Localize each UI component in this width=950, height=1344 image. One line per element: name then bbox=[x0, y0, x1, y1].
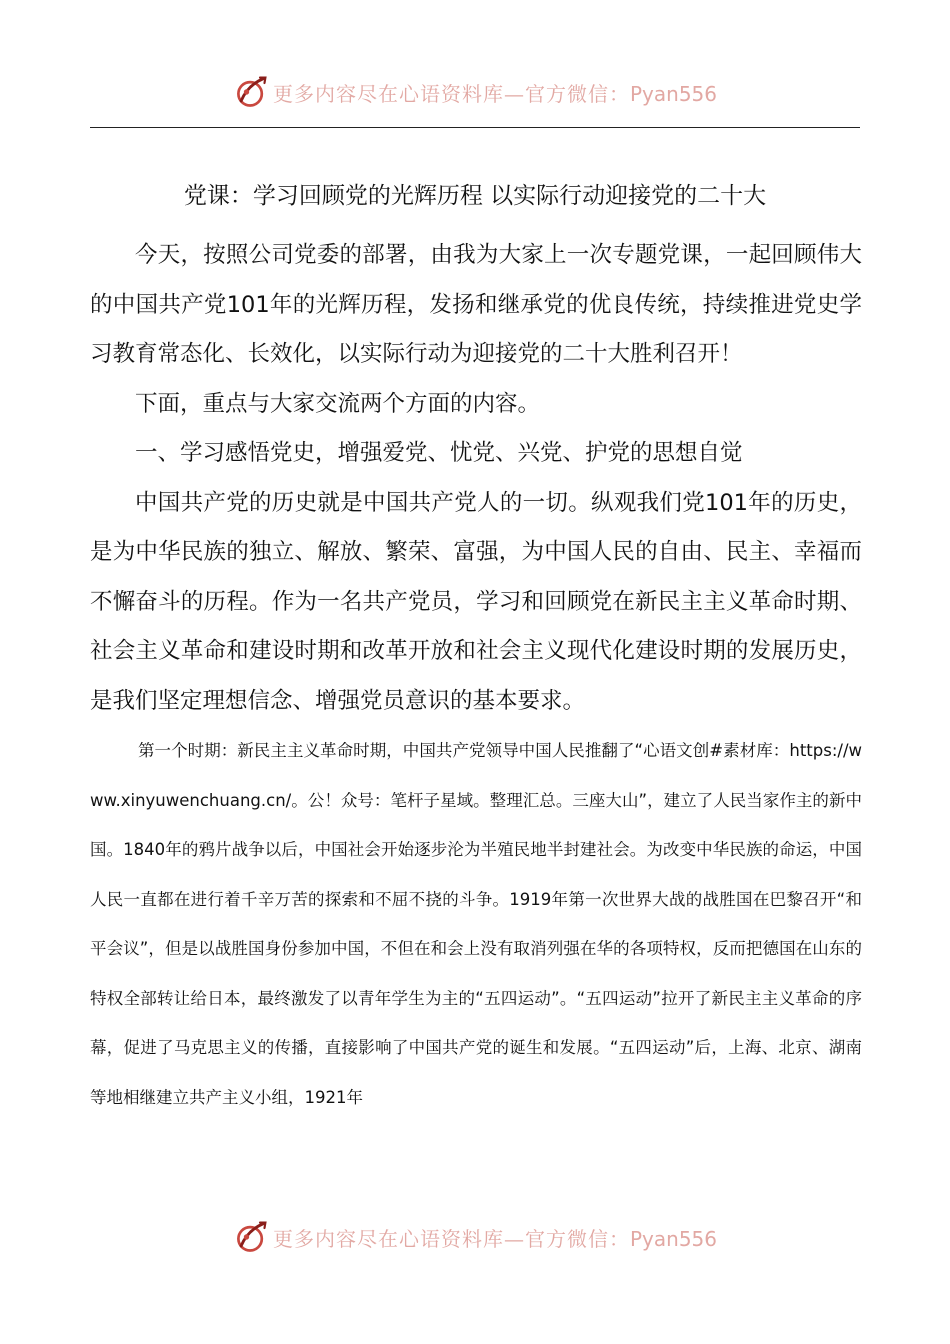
xinyu-logo-icon bbox=[233, 1219, 269, 1255]
watermark-label: 更多内容尽在心语资料库—官方微信： bbox=[272, 1226, 630, 1251]
watermark-footer bbox=[0, 1212, 950, 1262]
watermark-brand: Pyan556 bbox=[629, 1226, 717, 1251]
watermark-text bbox=[273, 1223, 717, 1252]
watermark-brand: Pyan556 bbox=[629, 81, 717, 106]
document-body bbox=[90, 231, 862, 1122]
watermark-header bbox=[0, 67, 950, 117]
paragraph-history: 中国共产党的历史就是中国共产党人的一切。纵观我们党101年的历史，是为中华民族的独立、解放、繁荣、富强，为中国人民的自由、民主、幸福而不懈奋斗的历程。作为一名共产党员，学习和回顾党在新民主主义革命时期、社会主义革命和建设时期和改革开放和社会主义现代化建设时期的发展历史，是我们坚定理想信念、增强党员意识的基本要求。 bbox=[90, 489, 862, 714]
paragraph-overview: 下面，重点与大家交流两个方面的内容。 bbox=[135, 390, 541, 417]
paragraph-period-1: 第一个时期：新民主主义革命时期，中国共产党领导中国人民推翻了“心语文创#素材库：https://www.xinyuwenchuang.cn/。公！众号：笔杆子星域。整理汇总。三座大山”，建立了人民当家作主的新中国。1840年的鸦片战争以后，中国社会开始逐步沦为半殖民地半封建社会。为改变中华民族的命运，中国人民一直都在进行着千辛万苦的探索和不屈不挠的斗争。1919年第一次世界大战的战胜国在巴黎召开“和平会议”，但是以战胜国身份参加中国，不但在和会上没有取消列强在华的各项特权，反而把德国在山东的特权全部转让给日本，最终激发了以青年学生为主的“五四运动”。“五四运动”拉开了新民主主义革命的序幕，促进了马克思主义的传播，直接影响了中国共产党的诞生和发展。“五四运动”后，上海、北京、湖南等地相继建立共产主义小组，1921年 bbox=[90, 741, 862, 1107]
watermark-label: 更多内容尽在心语资料库—官方微信： bbox=[272, 81, 630, 106]
header-divider bbox=[90, 127, 860, 128]
watermark-text bbox=[273, 78, 717, 107]
section-heading-1: 一、学习感悟党史，增强爱党、忧党、兴党、护党的思想自觉 bbox=[135, 440, 743, 466]
document-title: 党课：学习回顾党的光辉历程 以实际行动迎接党的二十大 bbox=[183, 183, 767, 209]
paragraph-intro: 今天，按照公司党委的部署，由我为大家上一次专题党课，一起回顾伟大的中国共产党101年的光辉历程，发扬和继承党的优良传统，持续推进党史学习教育常态化、长效化，以实际行动为迎接党的二十大胜利召开！ bbox=[90, 242, 862, 367]
xinyu-logo-icon bbox=[233, 74, 269, 110]
